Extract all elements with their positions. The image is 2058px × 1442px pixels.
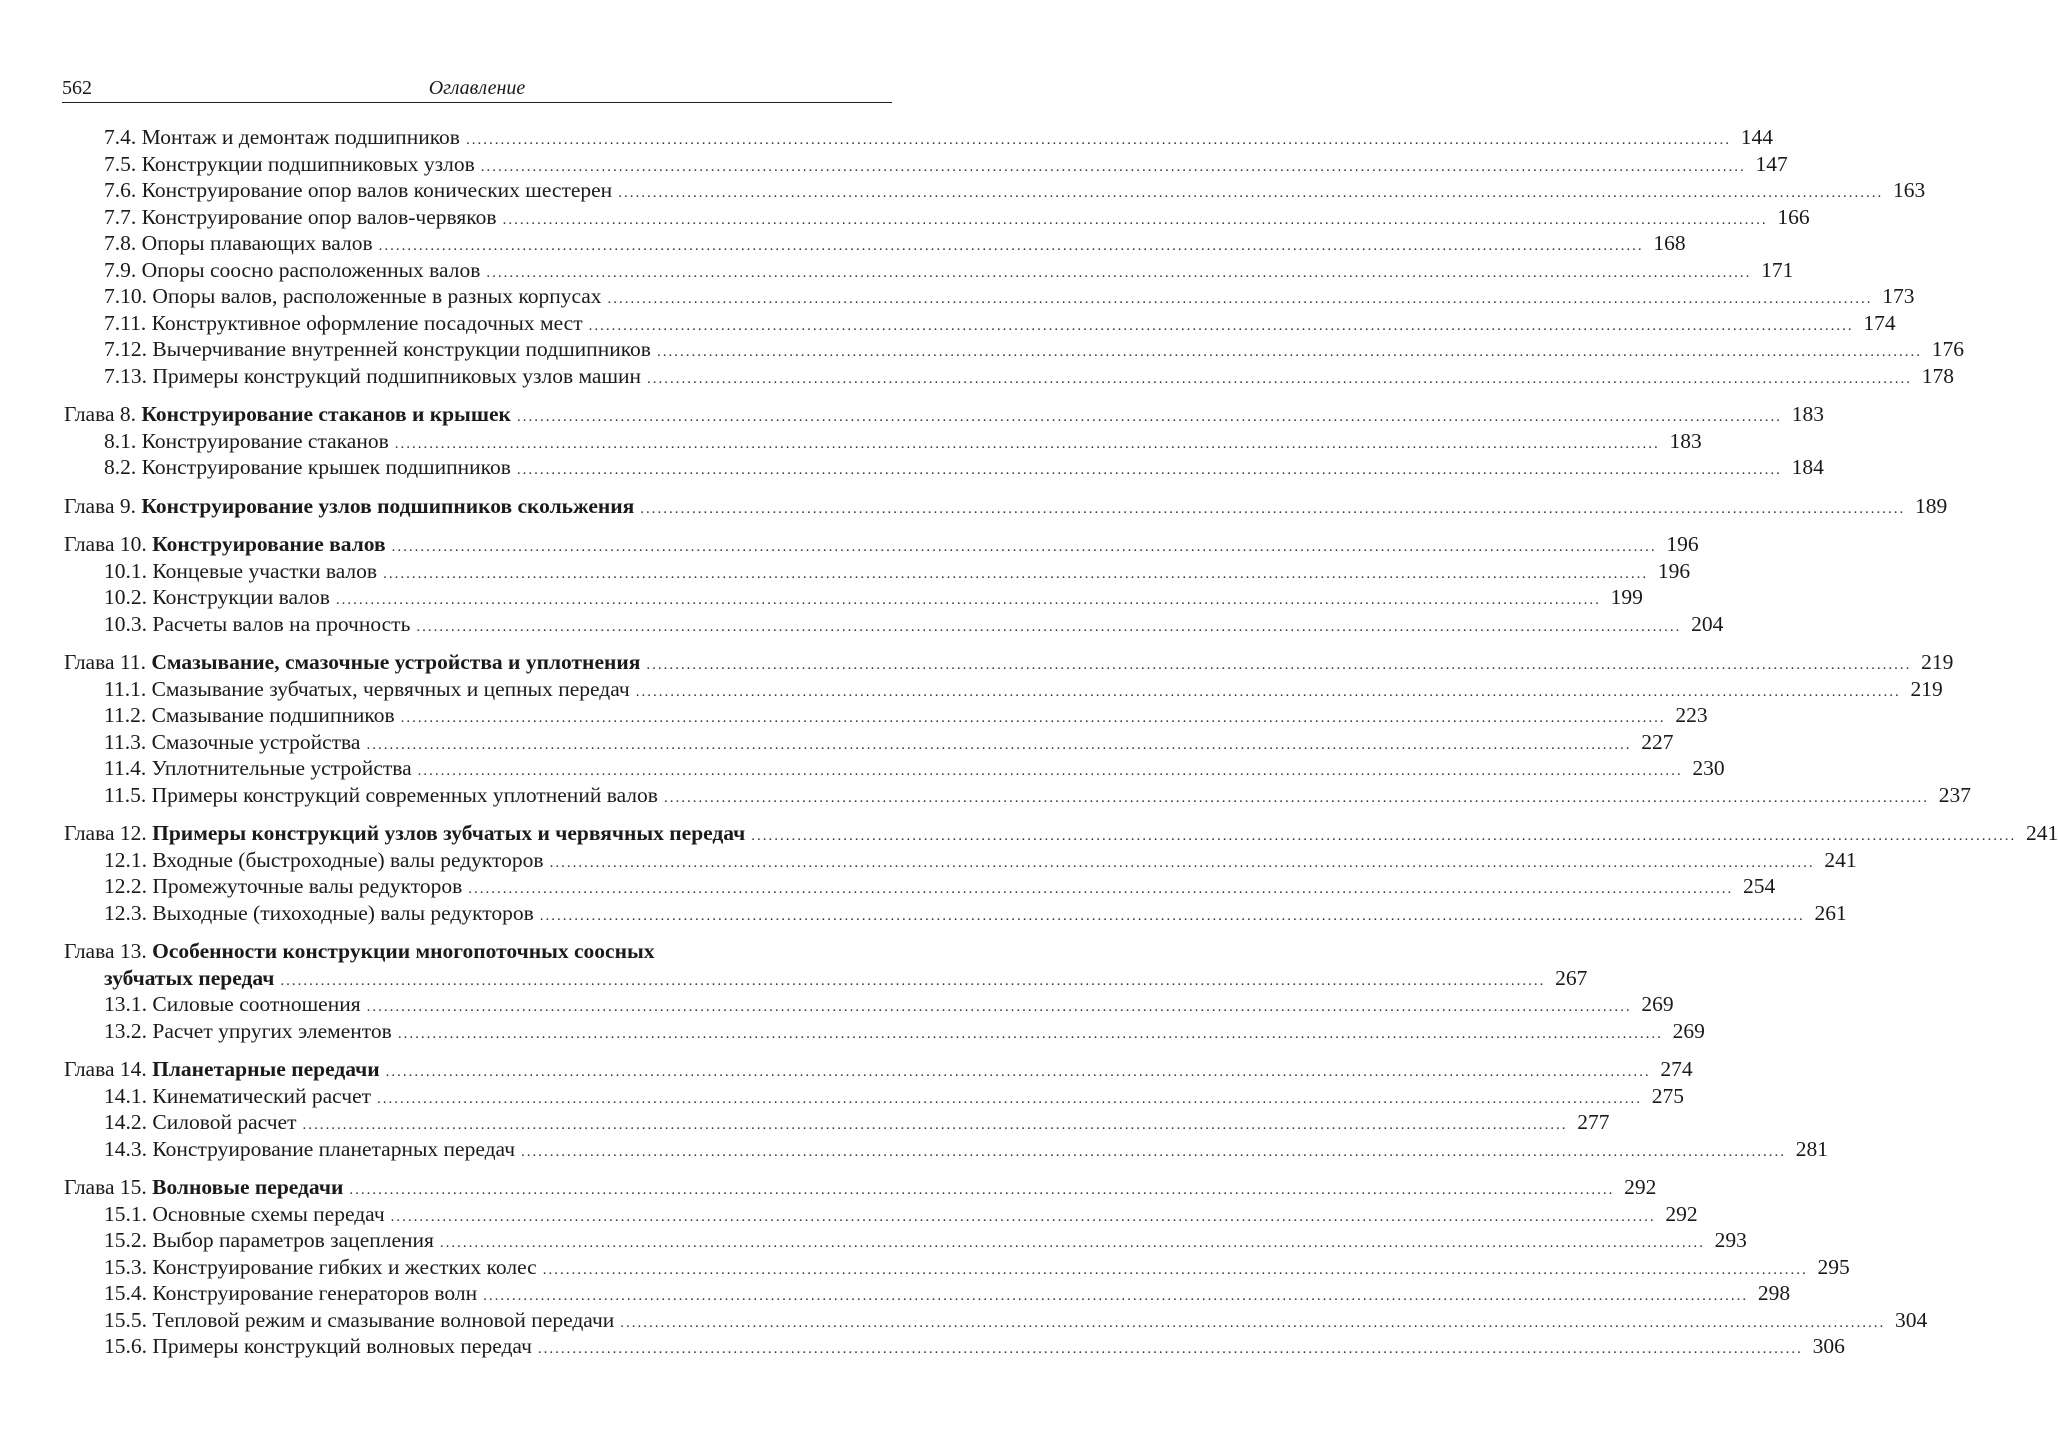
entry-title — [104, 454, 511, 481]
entry-name: Волновые передачи — [152, 1175, 344, 1199]
entry-number: 12.1. — [104, 847, 147, 872]
toc-entry[interactable] — [64, 1333, 1845, 1360]
toc-chapter-entry[interactable] — [64, 1056, 1693, 1083]
toc-entry[interactable] — [64, 676, 1943, 703]
entry-title — [104, 1136, 515, 1163]
entry-name: Конструкции валов — [152, 585, 330, 609]
toc-entry[interactable] — [64, 1280, 1791, 1307]
entry-page-number: 295 — [1817, 1254, 1850, 1279]
toc-entry[interactable] — [64, 729, 1674, 756]
dot-leader: ............................................................................................................................................................................................................................ — [366, 999, 1632, 1015]
entry-title — [64, 493, 634, 520]
entry-name: Планетарные передачи — [152, 1057, 380, 1081]
running-title: Оглавление — [428, 77, 526, 99]
toc-chapter-entry[interactable] — [64, 531, 1699, 558]
dot-leader: ............................................................................................................................................................................................................................ — [656, 344, 1922, 360]
entry-number: Глава 8. — [64, 402, 136, 426]
entry-title — [64, 531, 386, 558]
entry-title — [104, 336, 651, 363]
entry-number: 11.1. — [104, 676, 147, 701]
entry-page-number: 277 — [1577, 1110, 1610, 1134]
dot-leader: ............................................................................................................................................................................................................................ — [483, 1288, 1749, 1304]
entry-number: 15.1. — [104, 1201, 147, 1226]
entry-page-number: 298 — [1757, 1281, 1791, 1305]
entry-number: 15.6. — [104, 1334, 147, 1358]
entry-title — [104, 1018, 392, 1045]
entry-name: Входные (быстроходные) валы редукторов — [152, 847, 544, 872]
entry-title — [104, 558, 377, 585]
entry-title — [104, 584, 330, 611]
page-number: 562 — [62, 77, 92, 99]
entry-name: Уплотнительные устройства — [151, 756, 412, 780]
toc-entry[interactable] — [64, 230, 1686, 257]
entry-title — [104, 257, 480, 284]
entry-page-number: 147 — [1755, 151, 1788, 176]
toc-entry[interactable] — [64, 124, 1773, 151]
entry-number: 14.2. — [104, 1110, 147, 1134]
dot-leader: ............................................................................................................................................................................................................................ — [280, 972, 1546, 989]
entry-name: Силовые соотношения — [152, 992, 361, 1016]
dot-leader: ............................................................................................................................................................................................................................ — [537, 1341, 1803, 1357]
toc-entry[interactable] — [64, 363, 1955, 390]
entry-number: 15.5. — [104, 1307, 147, 1332]
entry-number: 10.2. — [104, 585, 147, 609]
toc-entry[interactable] — [64, 900, 1847, 927]
entry-name: Силовой расчет — [152, 1110, 297, 1134]
entry-number: 14.1. — [104, 1083, 147, 1108]
toc-entry[interactable] — [64, 1018, 1705, 1045]
dot-leader: ............................................................................................................................................................................................................................ — [751, 828, 2017, 844]
toc-entry[interactable] — [64, 991, 1674, 1018]
entry-page-number: 166 — [1777, 204, 1810, 229]
entry-title — [104, 991, 361, 1018]
dot-leader: ............................................................................................................................................................................................................................ — [390, 1208, 1656, 1225]
dot-leader: ............................................................................................................................................................................................................................ — [385, 1064, 1651, 1080]
entry-page-number: 168 — [1653, 231, 1686, 255]
entry-page-number: 261 — [1814, 900, 1847, 925]
entry-title — [104, 900, 534, 927]
dot-leader: ............................................................................................................................................................................................................................ — [383, 565, 1649, 582]
entry-number: 14.3. — [104, 1136, 147, 1161]
dot-leader: ............................................................................................................................................................................................................................ — [377, 1090, 1643, 1107]
toc-entry[interactable] — [64, 204, 1810, 231]
dot-leader: ............................................................................................................................................................................................................................ — [394, 435, 1660, 452]
entry-title — [104, 177, 612, 204]
entry-name: Конструктивное оформление посадочных мест — [151, 310, 583, 335]
entry-number: 7.4. — [104, 125, 137, 149]
dot-leader: ............................................................................................................................................................................................................................ — [607, 291, 1873, 307]
entry-title — [104, 729, 360, 756]
entry-number: 11.5. — [104, 782, 147, 807]
entry-number: Глава 11. — [64, 650, 146, 674]
entry-number: 7.13. — [104, 363, 147, 388]
entry-page-number: 269 — [1641, 992, 1674, 1016]
dot-leader: ............................................................................................................................................................................................................................ — [640, 500, 1906, 517]
entry-number: Глава 9. — [64, 493, 136, 518]
entry-name: Конструирование стаканов — [141, 428, 389, 453]
toc-entry[interactable] — [64, 702, 1708, 729]
entry-number: 10.3. — [104, 611, 147, 636]
entry-name: Примеры конструкций узлов зубчатых и червячных передач — [152, 821, 746, 845]
entry-name: Особенности конструкции многопоточных соосных — [152, 939, 655, 963]
toc-entry[interactable] — [64, 1227, 1747, 1254]
dot-leader: ............................................................................................................................................................................................................................ — [378, 238, 1644, 254]
toc-entry[interactable] — [64, 336, 1964, 363]
entry-page-number: 304 — [1895, 1307, 1928, 1332]
entry-name: Смазывание подшипников — [151, 703, 395, 727]
dot-leader: ............................................................................................................................................................................................................................ — [516, 409, 1782, 425]
entry-name: зубчатых передач — [104, 965, 275, 990]
entry-page-number: 163 — [1892, 178, 1926, 202]
entry-page-number: 292 — [1624, 1175, 1657, 1199]
entry-page-number: 189 — [1915, 493, 1948, 518]
entry-name: Выходные (тихоходные) валы редукторов — [152, 900, 534, 925]
entry-page-number: 274 — [1660, 1057, 1693, 1081]
entry-title — [64, 938, 655, 965]
entry-number: 11.4. — [104, 756, 147, 780]
dot-leader: ............................................................................................................................................................................................................................ — [646, 657, 1912, 673]
entry-page-number: 223 — [1675, 703, 1708, 727]
entry-number: 15.4. — [104, 1281, 147, 1305]
entry-number: 15.3. — [104, 1254, 147, 1279]
entry-name: Конструкции подшипниковых узлов — [141, 151, 475, 176]
table-of-contents — [64, 124, 2058, 1360]
entry-page-number: 144 — [1740, 125, 1773, 149]
dot-leader: ............................................................................................................................................................................................................................ — [397, 1025, 1663, 1042]
entry-name: Смазочные устройства — [151, 729, 361, 754]
entry-title — [104, 310, 583, 337]
entry-title — [104, 363, 641, 390]
entry-page-number: 269 — [1672, 1018, 1705, 1043]
toc-chapter-entry[interactable] — [64, 649, 1954, 676]
entry-name: Конструирование крышек подшипников — [141, 455, 511, 479]
entry-number: Глава 12. — [64, 821, 147, 845]
dot-leader: ............................................................................................................................................................................................................................ — [635, 683, 1901, 700]
entry-title — [104, 965, 274, 992]
entry-page-number: 241 — [2026, 821, 2058, 845]
toc-entry[interactable] — [64, 782, 1971, 809]
entry-number: 15.2. — [104, 1228, 147, 1252]
entry-title — [104, 873, 462, 900]
entry-title — [104, 428, 389, 455]
entry-page-number: 219 — [1921, 650, 1954, 674]
entry-page-number: 241 — [1824, 847, 1857, 872]
entry-title — [64, 1056, 380, 1083]
dot-leader: ............................................................................................................................................................................................................................ — [502, 211, 1768, 228]
entry-name: Вычерчивание внутренней конструкции подшипников — [152, 337, 651, 361]
dot-leader: ............................................................................................................................................................................................................................ — [465, 132, 1731, 148]
dot-leader: ............................................................................................................................................................................................................................ — [391, 539, 1657, 555]
entry-name: Расчеты валов на прочность — [152, 611, 411, 636]
entry-page-number: 176 — [1931, 337, 1964, 361]
dot-leader: ............................................................................................................................................................................................................................ — [539, 907, 1805, 924]
entry-name: Расчет упругих элементов — [152, 1018, 392, 1043]
dot-leader: ............................................................................................................................................................................................................................ — [416, 618, 1682, 635]
entry-number: 12.2. — [104, 874, 147, 898]
entry-number: 7.10. — [104, 284, 147, 308]
entry-name: Конструирование валов — [152, 532, 386, 556]
toc-entry[interactable] — [64, 1136, 1829, 1163]
entry-title — [104, 124, 460, 151]
entry-number: 7.5. — [104, 151, 137, 176]
entry-name: Основные схемы передач — [152, 1201, 385, 1226]
entry-title — [104, 283, 602, 310]
toc-entry[interactable] — [64, 283, 1915, 310]
entry-title — [64, 1174, 343, 1201]
toc-entry[interactable] — [64, 584, 1643, 611]
entry-page-number: 292 — [1665, 1201, 1698, 1226]
entry-title — [104, 1201, 385, 1228]
toc-entry[interactable] — [64, 1109, 1610, 1136]
entry-name: Опоры соосно расположенных валов — [141, 257, 481, 282]
entry-number: Глава 15. — [64, 1175, 147, 1199]
entry-name: Примеры конструкций подшипниковых узлов машин — [152, 363, 642, 388]
dot-leader: ............................................................................................................................................................................................................................ — [647, 370, 1913, 387]
entry-title — [104, 151, 475, 178]
dot-leader: ............................................................................................................................................................................................................................ — [468, 881, 1734, 897]
dot-leader: ............................................................................................................................................................................................................................ — [400, 710, 1666, 726]
entry-name: Конструирование опор валов конических шестерен — [141, 178, 613, 202]
toc-entry[interactable] — [64, 310, 1896, 337]
toc-entry[interactable] — [64, 1254, 1850, 1281]
entry-title — [64, 649, 640, 676]
dot-leader: ............................................................................................................................................................................................................................ — [521, 1143, 1787, 1160]
entry-title — [104, 782, 658, 809]
entry-title — [104, 1109, 297, 1136]
entry-title — [104, 676, 630, 703]
entry-title — [64, 401, 511, 428]
entry-page-number: 237 — [1938, 782, 1971, 807]
toc-chapter-entry[interactable] — [64, 493, 1948, 520]
entry-page-number: 219 — [1910, 676, 1943, 701]
entry-page-number: 171 — [1761, 257, 1794, 282]
toc-entry[interactable] — [64, 1201, 1698, 1228]
entry-page-number: 183 — [1791, 402, 1824, 426]
entry-number: Глава 10. — [64, 532, 147, 556]
entry-title — [104, 1254, 537, 1281]
entry-page-number: 227 — [1641, 729, 1674, 754]
entry-name: Смазывание, смазочные устройства и уплотнения — [151, 650, 641, 674]
toc-entry[interactable] — [64, 428, 1702, 455]
entry-page-number: 196 — [1666, 532, 1699, 556]
entry-number: 11.3. — [104, 729, 147, 754]
entry-number: 13.1. — [104, 992, 147, 1016]
entry-name: Конструирование планетарных передач — [152, 1136, 516, 1161]
entry-number: 7.7. — [104, 204, 137, 229]
toc-entry[interactable] — [64, 1307, 1928, 1334]
toc-entry[interactable] — [64, 1083, 1685, 1110]
toc-chapter-entry[interactable] — [64, 938, 892, 965]
entry-number: Глава 13. — [64, 939, 147, 963]
entry-name: Примеры конструкций волновых передач — [152, 1334, 532, 1358]
page-header — [62, 76, 892, 103]
entry-name: Конструирование опор валов-червяков — [141, 204, 497, 229]
toc-entry[interactable] — [64, 965, 1588, 992]
entry-name: Примеры конструкций современных уплотнений валов — [151, 782, 658, 807]
dot-leader: ............................................................................................................................................................................................................................ — [302, 1117, 1568, 1133]
entry-name: Кинематический расчет — [152, 1083, 372, 1108]
entry-page-number: 230 — [1692, 756, 1725, 780]
toc-chapter-entry[interactable] — [64, 401, 1824, 428]
entry-number: 12.3. — [104, 900, 147, 925]
entry-page-number: 254 — [1743, 874, 1776, 898]
entry-title — [104, 1227, 434, 1254]
dot-leader: ............................................................................................................................................................................................................................ — [620, 1314, 1886, 1331]
entry-number: 13.2. — [104, 1018, 147, 1043]
dot-leader: ............................................................................................................................................................................................................................ — [663, 789, 1929, 806]
entry-page-number: 174 — [1863, 310, 1896, 335]
entry-name: Смазывание зубчатых, червячных и цепных передач — [151, 676, 630, 701]
toc-entry[interactable] — [64, 177, 1926, 204]
entry-page-number: 267 — [1555, 965, 1588, 990]
entry-page-number: 281 — [1795, 1136, 1829, 1161]
entry-name: Опоры валов, расположенные в разных корпусах — [152, 284, 602, 308]
toc-chapter-entry[interactable] — [64, 1174, 1657, 1201]
dot-leader: ............................................................................................................................................................................................................................ — [486, 264, 1752, 281]
entry-title — [104, 755, 412, 782]
dot-leader: ............................................................................................................................................................................................................................ — [542, 1261, 1808, 1278]
entry-number: 7.11. — [104, 310, 147, 335]
entry-title — [104, 1333, 532, 1360]
toc-entry[interactable] — [64, 755, 1725, 782]
entry-title — [104, 1280, 477, 1307]
entry-name: Промежуточные валы редукторов — [152, 874, 463, 898]
dot-leader: ............................................................................................................................................................................................................................ — [549, 854, 1815, 871]
entry-title — [104, 847, 544, 874]
entry-number: 7.12. — [104, 337, 147, 361]
dot-leader: ............................................................................................................................................................................................................................ — [480, 158, 1746, 175]
entry-page-number: 173 — [1882, 284, 1915, 308]
entry-number: 11.2. — [104, 703, 147, 727]
entry-number: 8.2. — [104, 455, 137, 479]
entry-number: 7.9. — [104, 257, 137, 282]
toc-entry[interactable] — [64, 847, 1857, 874]
entry-number: Глава 14. — [64, 1057, 147, 1081]
toc-entry[interactable] — [64, 257, 1794, 284]
entry-title — [64, 820, 745, 847]
entry-name: Конструирование генераторов волн — [152, 1281, 478, 1305]
dot-leader: ............................................................................................................................................................................................................................ — [349, 1182, 1615, 1198]
entry-name: Конструирование узлов подшипников скольжения — [141, 493, 635, 518]
entry-number: 10.1. — [104, 558, 147, 583]
entry-title — [104, 1083, 371, 1110]
entry-title — [104, 204, 497, 231]
toc-entry[interactable] — [64, 558, 1691, 585]
entry-name: Тепловой режим и смазывание волновой передачи — [152, 1307, 615, 1332]
toc-entry[interactable] — [64, 873, 1776, 900]
entry-page-number: 184 — [1791, 455, 1824, 479]
entry-name: Опоры плавающих валов — [141, 231, 373, 255]
entry-page-number: 275 — [1651, 1083, 1685, 1108]
entry-page-number: 178 — [1921, 363, 1955, 388]
entry-title — [104, 611, 410, 638]
entry-page-number: 183 — [1669, 428, 1702, 453]
entry-name: Выбор параметров зацепления — [152, 1228, 434, 1252]
dot-leader: ............................................................................................................................................................................................................................ — [417, 763, 1683, 779]
entry-title — [104, 1307, 614, 1334]
entry-page-number: 204 — [1691, 611, 1724, 636]
toc-entry[interactable] — [64, 151, 1788, 178]
dot-leader: ............................................................................................................................................................................................................................ — [439, 1235, 1705, 1251]
entry-name: Конструирование гибких и жестких колес — [152, 1254, 537, 1279]
dot-leader: ............................................................................................................................................................................................................................ — [618, 185, 1884, 201]
entry-name: Конструирование стаканов и крышек — [141, 402, 511, 426]
toc-entry[interactable] — [64, 611, 1724, 638]
toc-entry[interactable] — [64, 454, 1824, 481]
dot-leader: ............................................................................................................................................................................................................................ — [335, 592, 1601, 608]
toc-chapter-entry[interactable] — [64, 820, 2058, 847]
dot-leader: ............................................................................................................................................................................................................................ — [516, 462, 1782, 478]
entry-number: 7.6. — [104, 178, 137, 202]
entry-page-number: 199 — [1610, 585, 1643, 609]
entry-page-number: 196 — [1657, 558, 1691, 583]
entry-page-number: 293 — [1714, 1228, 1747, 1252]
entry-page-number: 306 — [1812, 1334, 1845, 1358]
dot-leader: ............................................................................................................................................................................................................................ — [588, 317, 1854, 334]
entry-name: Концевые участки валов — [152, 558, 378, 583]
dot-leader: ............................................................................................................................................................................................................................ — [366, 736, 1632, 753]
entry-name: Монтаж и демонтаж подшипников — [141, 125, 460, 149]
entry-number: 7.8. — [104, 231, 137, 255]
entry-title — [104, 230, 373, 257]
entry-number: 8.1. — [104, 428, 137, 453]
entry-title — [104, 702, 395, 729]
